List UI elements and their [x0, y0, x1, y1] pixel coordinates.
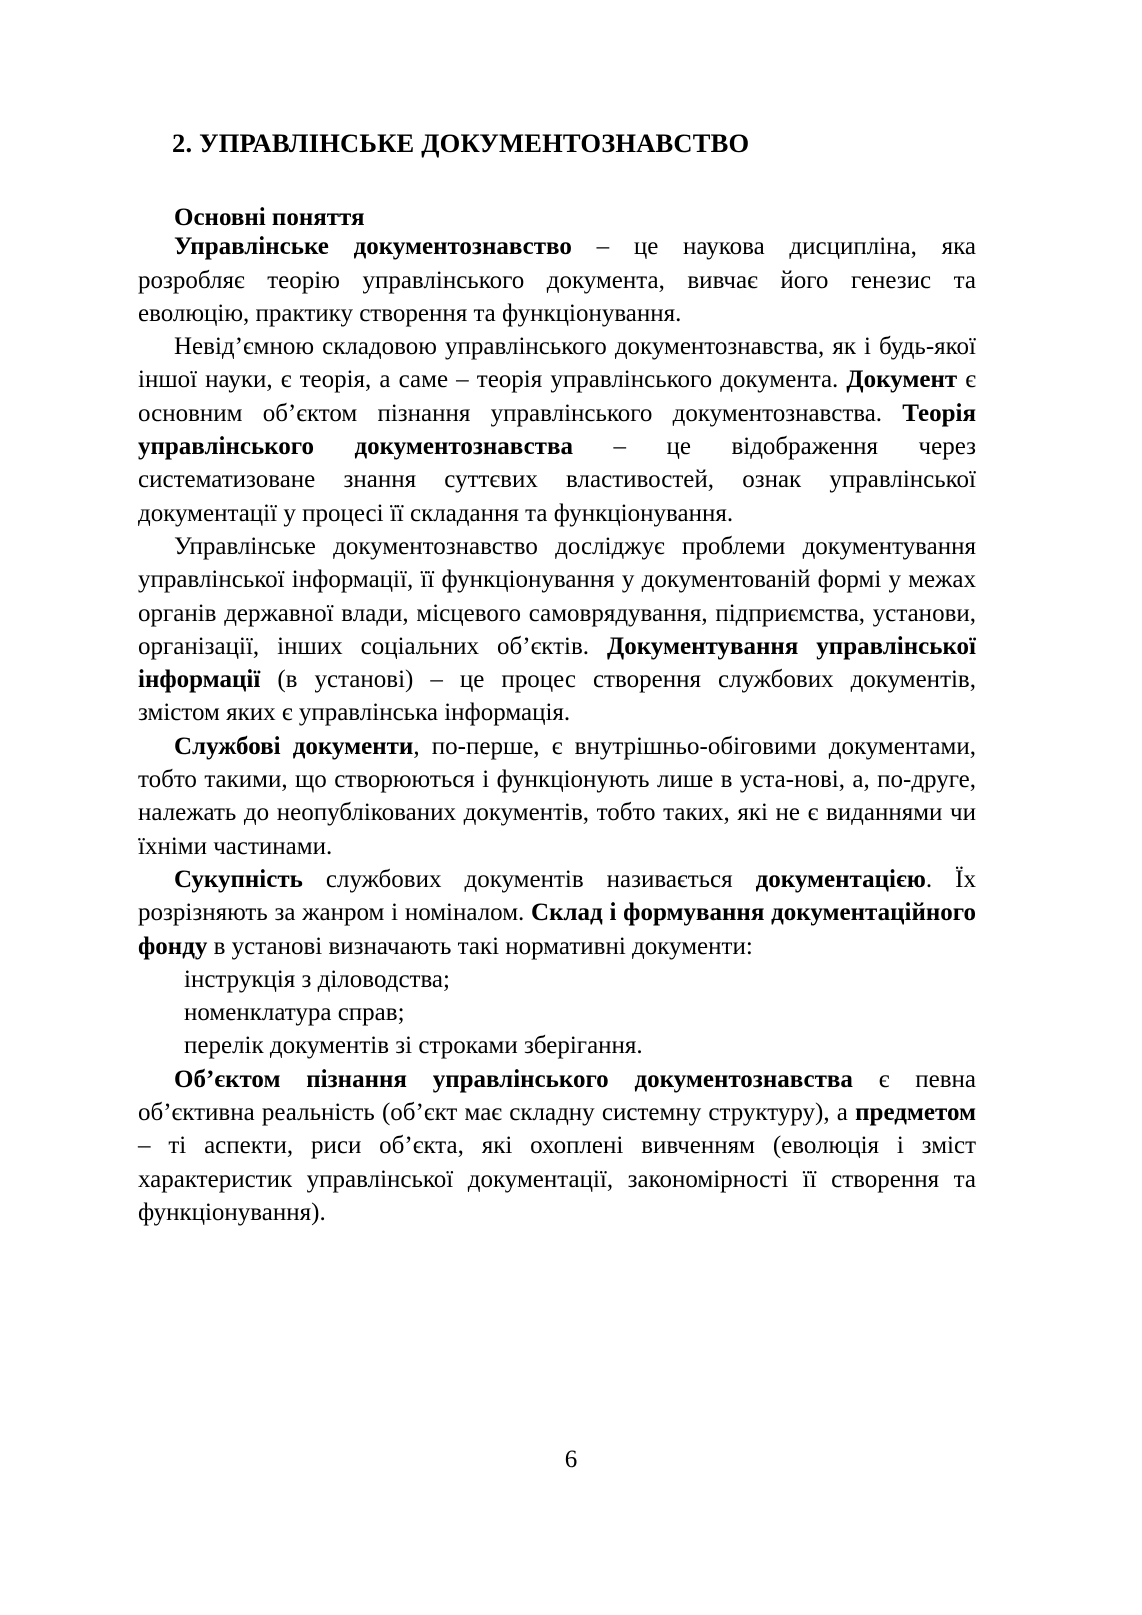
bold-term: Сукупність	[174, 865, 303, 893]
paragraph-4	[138, 730, 976, 863]
body-text: Управлінське документознавство досліджує проблеми документування управлінської інформації, її функціонування у документованій формі у межах органів державної влади, місцевого самоврядування, підприємства, установи, організації, інших соціальних об’єктів.	[138, 532, 976, 660]
paragraph-5	[138, 863, 976, 963]
body-text: . Їх розрізняють за жанром і номіналом.	[138, 865, 976, 927]
bold-term: Теорія управлінського документознавства	[138, 399, 976, 461]
bold-term: предметом	[855, 1098, 976, 1126]
list-item: номенклатура справ;	[184, 999, 405, 1027]
section-subheading: Основні поняття	[174, 204, 365, 232]
paragraph-2	[138, 330, 976, 530]
bold-term: Службові документи	[174, 732, 414, 760]
body-text: в установі визначають такі нормативні документи:	[207, 932, 753, 960]
body-text: службових документів називається	[302, 865, 756, 893]
body-text: – це відображення через систематизоване знання суттєвих властивостей, ознак управлінської документації у процесі її складання та функціонування.	[138, 433, 976, 527]
body-text: – це наукова дисципліна, яка розробляє теорію управлінського документа, вивчає його генезис та еволюцію, практику створення та функціонування.	[138, 233, 976, 327]
title-spacer	[138, 159, 976, 205]
body-text: (в установі) – це процес створення службових документів, змістом яких є управлінська інформація.	[138, 666, 976, 727]
page-content	[138, 128, 976, 1229]
bold-term: Склад і формування документаційного фонду	[138, 899, 976, 960]
bold-term: Документування управлінської інформації	[138, 632, 976, 694]
bold-term: Об’єктом пізнання управлінського документознавства	[174, 1065, 853, 1093]
bold-term: документацією	[755, 865, 926, 893]
list-item: перелік документів зі строками зберігання.	[184, 1032, 643, 1060]
bold-term: Управлінське документознавство	[174, 233, 572, 261]
body-text: є певна об’єктивна реальність (об’єкт має складну системну структуру), а	[138, 1065, 976, 1126]
paragraph-3	[138, 530, 976, 730]
bold-term: Документ	[846, 366, 958, 394]
body-text: є основним об’єктом пізнання управлінського документознавства.	[138, 366, 977, 427]
page-number: 6	[564, 1446, 578, 1473]
list-item: інструкція з діловодства;	[184, 965, 450, 993]
body-text: – ті аспекти, риси об’єкта, які охоплені вивченням (еволюція і зміст характеристик управлінської документації, закономірності її створення та функціонування).	[138, 1132, 976, 1226]
body-text: , по-перше, є внутрішньо-обіговими документами, тобто такими, що створюються і функціонують лише в уста-нові, а, по-друге, належать до неопублікованих документів, тобто таких, які не є виданнями чи їхніми частинами.	[138, 732, 977, 860]
paragraph-1	[138, 230, 976, 330]
body-text: Невід’ємною складовою управлінського документознавства, як і будь-якої іншої науки, є теорія, а саме – теорія управлінського документа.	[138, 333, 976, 394]
page-title: 2. УПРАВЛІНСЬКЕ ДОКУМЕНТОЗНАВСТВО	[172, 128, 750, 158]
paragraph-6	[138, 1063, 976, 1229]
